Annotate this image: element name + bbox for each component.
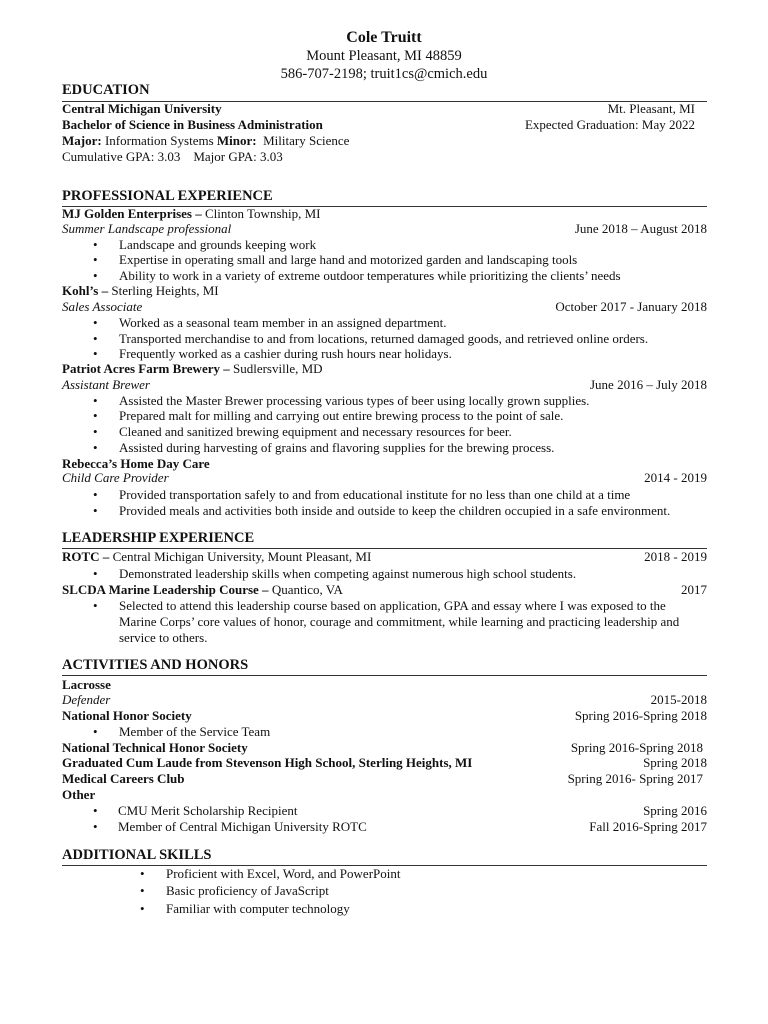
- bullet-icon: •: [140, 866, 145, 881]
- activity-dates: Spring 2016: [643, 803, 707, 818]
- bullet-text: Assisted during harvesting of grains and flavoring supplies for the brewing process.: [119, 440, 555, 455]
- activity-row: [62, 677, 707, 693]
- employer-name: Rebecca’s Home Day Care: [62, 456, 210, 471]
- bullet-text: Worked as a seasonal team member in an assigned department.: [119, 315, 447, 330]
- job-employer: [62, 283, 219, 299]
- education-degree-row: [62, 117, 707, 133]
- bullet-icon: •: [93, 803, 98, 818]
- employer-name: Kohl’s –: [62, 283, 109, 298]
- minor-value: Military Science: [256, 133, 350, 148]
- job-title: Child Care Provider: [62, 470, 169, 485]
- bullet-text: CMU Merit Scholarship Recipient: [118, 803, 298, 818]
- activity-bullet-row: [62, 819, 707, 835]
- job-dates: 2014 - 2019: [644, 470, 707, 485]
- bullet-icon: •: [93, 487, 98, 502]
- employer-location: Sudlersville, MD: [229, 361, 323, 376]
- major-value: Information Systems: [101, 133, 217, 148]
- bullet-icon: •: [93, 346, 98, 361]
- bullet-icon: •: [93, 598, 98, 613]
- org-name: ROTC –: [62, 549, 110, 564]
- activity-row: [62, 692, 707, 708]
- bullet-text: Provided meals and activities both inside and outside to keep the children occupied in a safe environment.: [119, 503, 671, 518]
- bullet-icon: •: [93, 331, 98, 346]
- bullet-text: Transported merchandise to and from locations, returned damaged goods, and retrieved online orders.: [119, 331, 649, 346]
- major-minor: [62, 133, 349, 149]
- bullet-text: Proficient with Excel, Word, and PowerPoint: [166, 866, 401, 881]
- section-heading-education: EDUCATION: [62, 82, 150, 98]
- activity-dates: Spring 2016-Spring 2018: [574, 708, 707, 723]
- job-employer-row: [62, 283, 707, 299]
- bullet-icon: •: [93, 268, 98, 283]
- job-dates: October 2017 - January 2018: [555, 299, 707, 314]
- leadership-dates: 2017: [681, 582, 707, 597]
- job-title: Assistant Brewer: [62, 377, 150, 392]
- bullet-text: Provided transportation safely to and from educational institute for no less than one child at a time: [119, 487, 631, 502]
- activity-name: Medical Careers Club: [62, 771, 185, 786]
- degree: Bachelor of Science in Business Administration: [62, 117, 323, 132]
- job-employer-row: [62, 361, 707, 377]
- job-dates: June 2016 – July 2018: [590, 377, 707, 392]
- bullet-icon: •: [93, 566, 98, 581]
- bullet-text: Familiar with computer technology: [166, 901, 350, 916]
- bullet-icon: •: [93, 393, 98, 408]
- bullet-icon: •: [140, 901, 145, 916]
- activity-name: National Technical Honor Society: [62, 740, 248, 755]
- employer-name: Patriot Acres Farm Brewery –: [62, 361, 230, 376]
- bullet-text: Expertise in operating small and large hand and motorized garden and landscaping tools: [119, 252, 578, 267]
- school-name: Central Michigan University: [62, 101, 222, 116]
- job-employer: [62, 206, 321, 222]
- bullet-text: Member of Central Michigan University ROTC: [118, 819, 367, 834]
- section-heading-professional: PROFESSIONAL EXPERIENCE: [62, 188, 273, 204]
- activity-row: [62, 787, 707, 803]
- leadership-row: [62, 549, 707, 565]
- minor-label: Minor:: [216, 133, 257, 148]
- section-divider: [62, 675, 707, 676]
- activity-role: Defender: [62, 692, 111, 707]
- job-title-row: [62, 299, 707, 315]
- address: Mount Pleasant, MI 48859: [306, 48, 462, 64]
- org-location: Quantico, VA: [268, 582, 343, 597]
- job-employer-row: [62, 206, 707, 222]
- activity-dates: Spring 2016-Spring 2018: [570, 740, 703, 755]
- bullet-text: Basic proficiency of JavaScript: [166, 883, 329, 898]
- bullet-icon: •: [93, 237, 98, 252]
- bullet-icon: •: [140, 883, 145, 898]
- job-title: Sales Associate: [62, 299, 143, 314]
- education-major-row: [62, 133, 707, 149]
- org-name: SLCDA Marine Leadership Course –: [62, 582, 269, 597]
- job-dates: June 2018 – August 2018: [574, 221, 707, 236]
- leadership-row: [62, 582, 707, 598]
- section-heading-leadership: LEADERSHIP EXPERIENCE: [62, 530, 255, 546]
- candidate-name: Cole Truitt: [346, 29, 422, 46]
- bullet-text: Landscape and grounds keeping work: [119, 237, 317, 252]
- bullet-icon: •: [93, 424, 98, 439]
- graduation-date: Expected Graduation: May 2022: [524, 117, 695, 132]
- bullet-text: Prepared malt for milling and carrying out entire brewing process to the point of sale.: [119, 408, 564, 423]
- activity-dates: Spring 2018: [643, 755, 707, 770]
- activity-name: Graduated Cum Laude from Stevenson High School, Sterling Heights, MI: [62, 755, 473, 770]
- employer-location: Clinton Township, MI: [201, 206, 321, 221]
- activity-row: [62, 755, 707, 771]
- bullet-icon: •: [93, 408, 98, 423]
- job-title-row: [62, 470, 707, 486]
- bullet-icon: •: [93, 503, 98, 518]
- job-employer: [62, 361, 323, 377]
- bullet-text: Assisted the Master Brewer processing various types of beer using locally grown supplies.: [119, 393, 590, 408]
- activity-name: Lacrosse: [62, 677, 111, 692]
- bullet-icon: •: [93, 724, 98, 739]
- bullet-icon: •: [93, 440, 98, 455]
- activity-name: Other: [62, 787, 96, 802]
- education-school-row: [62, 101, 707, 117]
- bullet-icon: •: [93, 315, 98, 330]
- section-heading-skills: ADDITIONAL SKILLS: [62, 847, 212, 863]
- job-title-row: [62, 221, 707, 237]
- major-label: Major:: [62, 133, 102, 148]
- bullet-icon: •: [93, 819, 98, 834]
- bullet-text: Demonstrated leadership skills when competing against numerous high school students.: [119, 566, 577, 581]
- activity-row: [62, 740, 707, 756]
- org-location: Central Michigan University, Mount Pleasant, MI: [109, 549, 372, 564]
- activity-row: [62, 771, 707, 787]
- job-title: Summer Landscape professional: [62, 221, 232, 236]
- school-location: Mt. Pleasant, MI: [607, 101, 695, 116]
- leadership-org: [62, 582, 343, 598]
- activity-dates: 2015-2018: [650, 692, 707, 707]
- activity-name: National Honor Society: [62, 708, 192, 723]
- employer-name: MJ Golden Enterprises –: [62, 206, 202, 221]
- activity-row: [62, 708, 707, 724]
- bullet-icon: •: [93, 252, 98, 267]
- bullet-text: Cleaned and sanitized brewing equipment and necessary resources for beer.: [119, 424, 512, 439]
- gpa: Cumulative GPA: 3.03 Major GPA: 3.03: [62, 149, 283, 164]
- bullet-text: Selected to attend this leadership course based on application, GPA and essay where I was exposed to the Marine Corps’ core values of honor, courage and commitment, while learning and practicing leadership and service to others.: [119, 598, 680, 645]
- activity-bullet-row: [62, 803, 707, 819]
- employer-location: Sterling Heights, MI: [108, 283, 219, 298]
- bullet-text: Frequently worked as a cashier during rush hours near holidays.: [119, 346, 452, 361]
- bullet-text: Ability to work in a variety of extreme outdoor temperatures while prioritizing the clients’ needs: [119, 268, 621, 283]
- leadership-dates: 2018 - 2019: [644, 549, 707, 564]
- activity-dates: Fall 2016-Spring 2017: [589, 819, 707, 834]
- activity-dates: Spring 2016- Spring 2017: [567, 771, 703, 786]
- section-heading-activities: ACTIVITIES AND HONORS: [62, 657, 249, 673]
- job-title-row: [62, 377, 707, 393]
- leadership-org: [62, 549, 371, 565]
- bullet-text: Member of the Service Team: [119, 724, 271, 739]
- contact-info: 586-707-2198; truit1cs@cmich.edu: [280, 66, 488, 82]
